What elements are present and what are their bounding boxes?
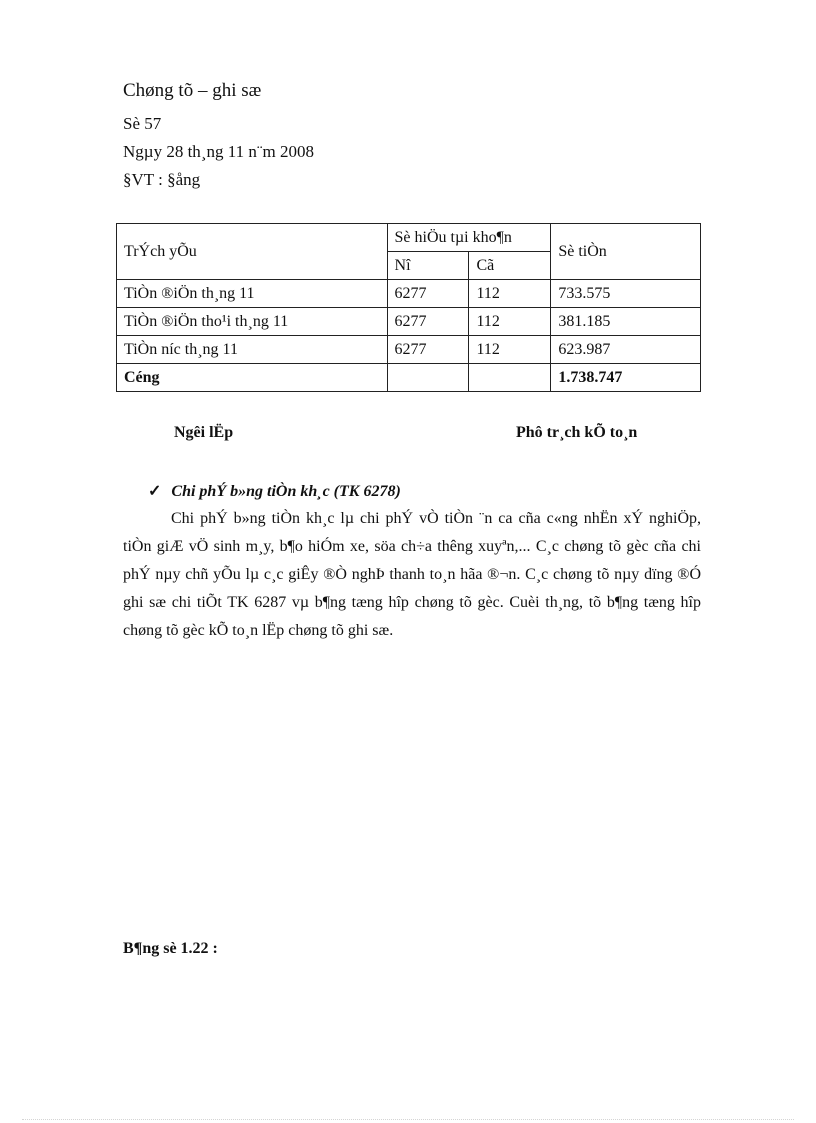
table-header-row [117, 224, 701, 252]
row-debit: 6277 [387, 280, 469, 308]
currency-unit: §VT : §ång [123, 170, 201, 189]
row-summary: TiÒn ®iÖn tho¹i th¸ng 11 [117, 308, 388, 336]
voucher-number: Sè 57 [123, 114, 162, 133]
row-amount: 623.987 [551, 336, 701, 364]
row-amount: 381.185 [551, 308, 701, 336]
row-summary: TiÒn ®iÖn th¸ng 11 [117, 280, 388, 308]
table-row [117, 308, 701, 336]
row-credit: 112 [469, 308, 551, 336]
row-summary: TiÒn níc th¸ng 11 [117, 336, 388, 364]
row-credit: 112 [469, 336, 551, 364]
voucher-table [116, 223, 701, 392]
header-account-group: Sè hiÖu tµi kho¶n [387, 224, 551, 252]
header-credit: Cã [469, 252, 551, 280]
signature-preparer: Ngêi lËp [174, 424, 234, 441]
header-debit: Nî [387, 252, 469, 280]
section-heading [148, 481, 401, 501]
table-row [117, 336, 701, 364]
page-bottom-divider [22, 1119, 794, 1120]
total-label: Céng [117, 364, 388, 392]
row-debit: 6277 [387, 308, 469, 336]
table-total-row [117, 364, 701, 392]
header-summary: TrÝch yÕu [117, 224, 388, 280]
voucher-date: Ngµy 28 th¸ng 11 n¨m 2008 [123, 142, 314, 161]
body-paragraph: Chi phÝ b»ng tiÒn kh¸c lµ chi phÝ vÒ tiÒn ¨n ca cña c«ng nhËn xÝ nghiÖp, tiÒn giÆ vÖ sinh m¸y, b¶o hiÓm xe, söa ch÷a thêng xuyªn,... C¸c chøng tõ gèc cña chi phÝ nµy chñ yÕu lµ c¸c giÊy ®Ò nghÞ thanh to¸n hãa ®¬n. C¸c chøng tõ nµy dïng ®Ó ghi sæ chi tiÕt TK 6287 vµ b¶ng tæng hîp chøng tõ gèc. Cuèi th¸ng, tõ b¶ng tæng hîp chøng tõ gèc kÕ to¸n lËp chøng tõ ghi sæ. [123, 510, 701, 639]
document-title: Chøng tõ – ghi sæ [123, 80, 262, 101]
signature-chief-accountant: Phô tr¸ch kÕ to¸n [516, 424, 638, 441]
row-debit: 6277 [387, 336, 469, 364]
row-amount: 733.575 [551, 280, 701, 308]
row-credit: 112 [469, 280, 551, 308]
section-heading-text: Chi phÝ b»ng tiÒn kh¸c (TK 6278) [171, 483, 401, 500]
table-row [117, 280, 701, 308]
header-amount: Sè tiÒn [551, 224, 701, 280]
table-number-label: B¶ng sè 1.22 : [123, 940, 218, 957]
total-amount: 1.738.747 [551, 364, 701, 392]
total-credit-empty [469, 364, 551, 392]
total-debit-empty [387, 364, 469, 392]
check-icon: ✓ [148, 483, 162, 500]
